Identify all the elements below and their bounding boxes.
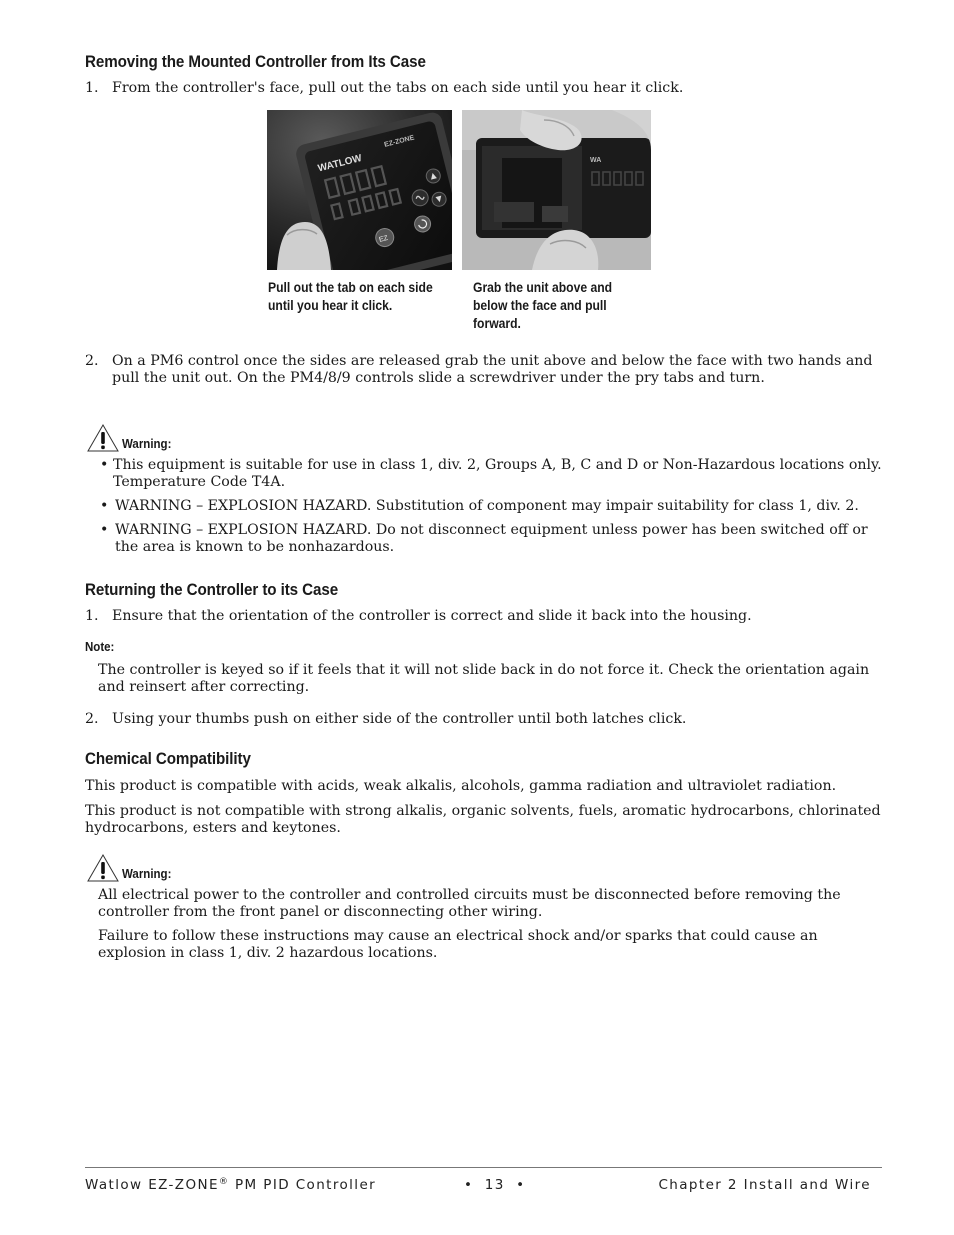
- step-number: 1.: [85, 608, 99, 624]
- face-key-label: EZ: [378, 234, 389, 244]
- photo-grab-unit: [462, 110, 651, 270]
- paragraph: This product is compatible with acids, weak alkalis, alcohols, gamma radiation and ultraviolet radiation.: [85, 778, 837, 794]
- warning-label: Warning:: [122, 437, 172, 451]
- footer-left: Watlow EZ-ZONE® PM PID Controller: [85, 1177, 377, 1193]
- photo-caption-2: Grab the unit above and below the face and pull forward.: [473, 280, 613, 331]
- warning-text: Failure to follow these instructions may cause an electrical shock and/or sparks that could cause an explosion in class 1, div. 2 hazardous locations.: [98, 928, 818, 961]
- warning-triangle-icon: [87, 424, 119, 452]
- warning-header: [87, 854, 176, 882]
- step-text: On a PM6 control once the sides are released grab the unit above and below the face with two hands and pull the unit out. On the PM4/8/9 controls slide a screwdriver under the pry tabs and turn.: [112, 353, 873, 386]
- footer-divider: [85, 1167, 882, 1168]
- warning-triangle-icon: [87, 854, 119, 882]
- step-number: 2.: [85, 353, 99, 369]
- photo-caption-1: Pull out the tab on each side until you hear it click.: [268, 280, 433, 313]
- footer-chapter: Chapter 2 Install and Wire: [658, 1177, 871, 1193]
- warning-text: All electrical power to the controller and controlled circuits must be disconnected before removing the controller from the front panel or disconnecting other wiring.: [98, 887, 841, 920]
- photo-pull-tab: [267, 110, 452, 270]
- warning-bullet: • WARNING – EXPLOSION HAZARD. Substitution of component may impair suitability for class 1, div. 2.: [100, 498, 859, 514]
- step-text: From the controller's face, pull out the tabs on each side until you hear it click.: [112, 80, 684, 96]
- page-number: • 13 •: [464, 1177, 526, 1193]
- warning-label: Warning:: [122, 867, 172, 881]
- step-text: Using your thumbs push on either side of the controller until both latches click.: [112, 711, 687, 727]
- face-brand: WATLOW: [316, 152, 364, 175]
- controller-grab-illustration: [462, 110, 651, 270]
- section-heading-returning: Returning the Controller to its Case: [85, 581, 339, 599]
- warning-bullet: • This equipment is suitable for use in class 1, div. 2, Groups A, B, C and D or Non-Hazardous locations only. Temperature Code T4A.: [100, 457, 882, 490]
- warning-header: [87, 424, 176, 452]
- section-heading-chemical: Chemical Compatibility: [85, 750, 251, 768]
- note-text: The controller is keyed so if it feels that it will not slide back in do not force it. Check the orientation again and reinsert after correcting.: [98, 662, 870, 695]
- note-label: Note:: [85, 640, 115, 654]
- section-heading-removing: Removing the Mounted Controller from Its Case: [85, 53, 426, 71]
- side-brand: WA: [590, 157, 602, 164]
- face-model: EZ-ZONE: [383, 134, 416, 149]
- controller-face-illustration: [267, 110, 452, 270]
- paragraph: This product is not compatible with strong alkalis, organic solvents, fuels, aromatic hydrocarbons, chlorinated hydrocarbons, esters and keytones.: [85, 803, 881, 836]
- warning-bullet: • WARNING – EXPLOSION HAZARD. Do not disconnect equipment unless power has been switched off or the area is known to be nonhazardous.: [100, 522, 868, 555]
- step-number: 2.: [85, 711, 99, 727]
- step-text: Ensure that the orientation of the controller is correct and slide it back into the housing.: [112, 608, 752, 624]
- step-number: 1.: [85, 80, 99, 96]
